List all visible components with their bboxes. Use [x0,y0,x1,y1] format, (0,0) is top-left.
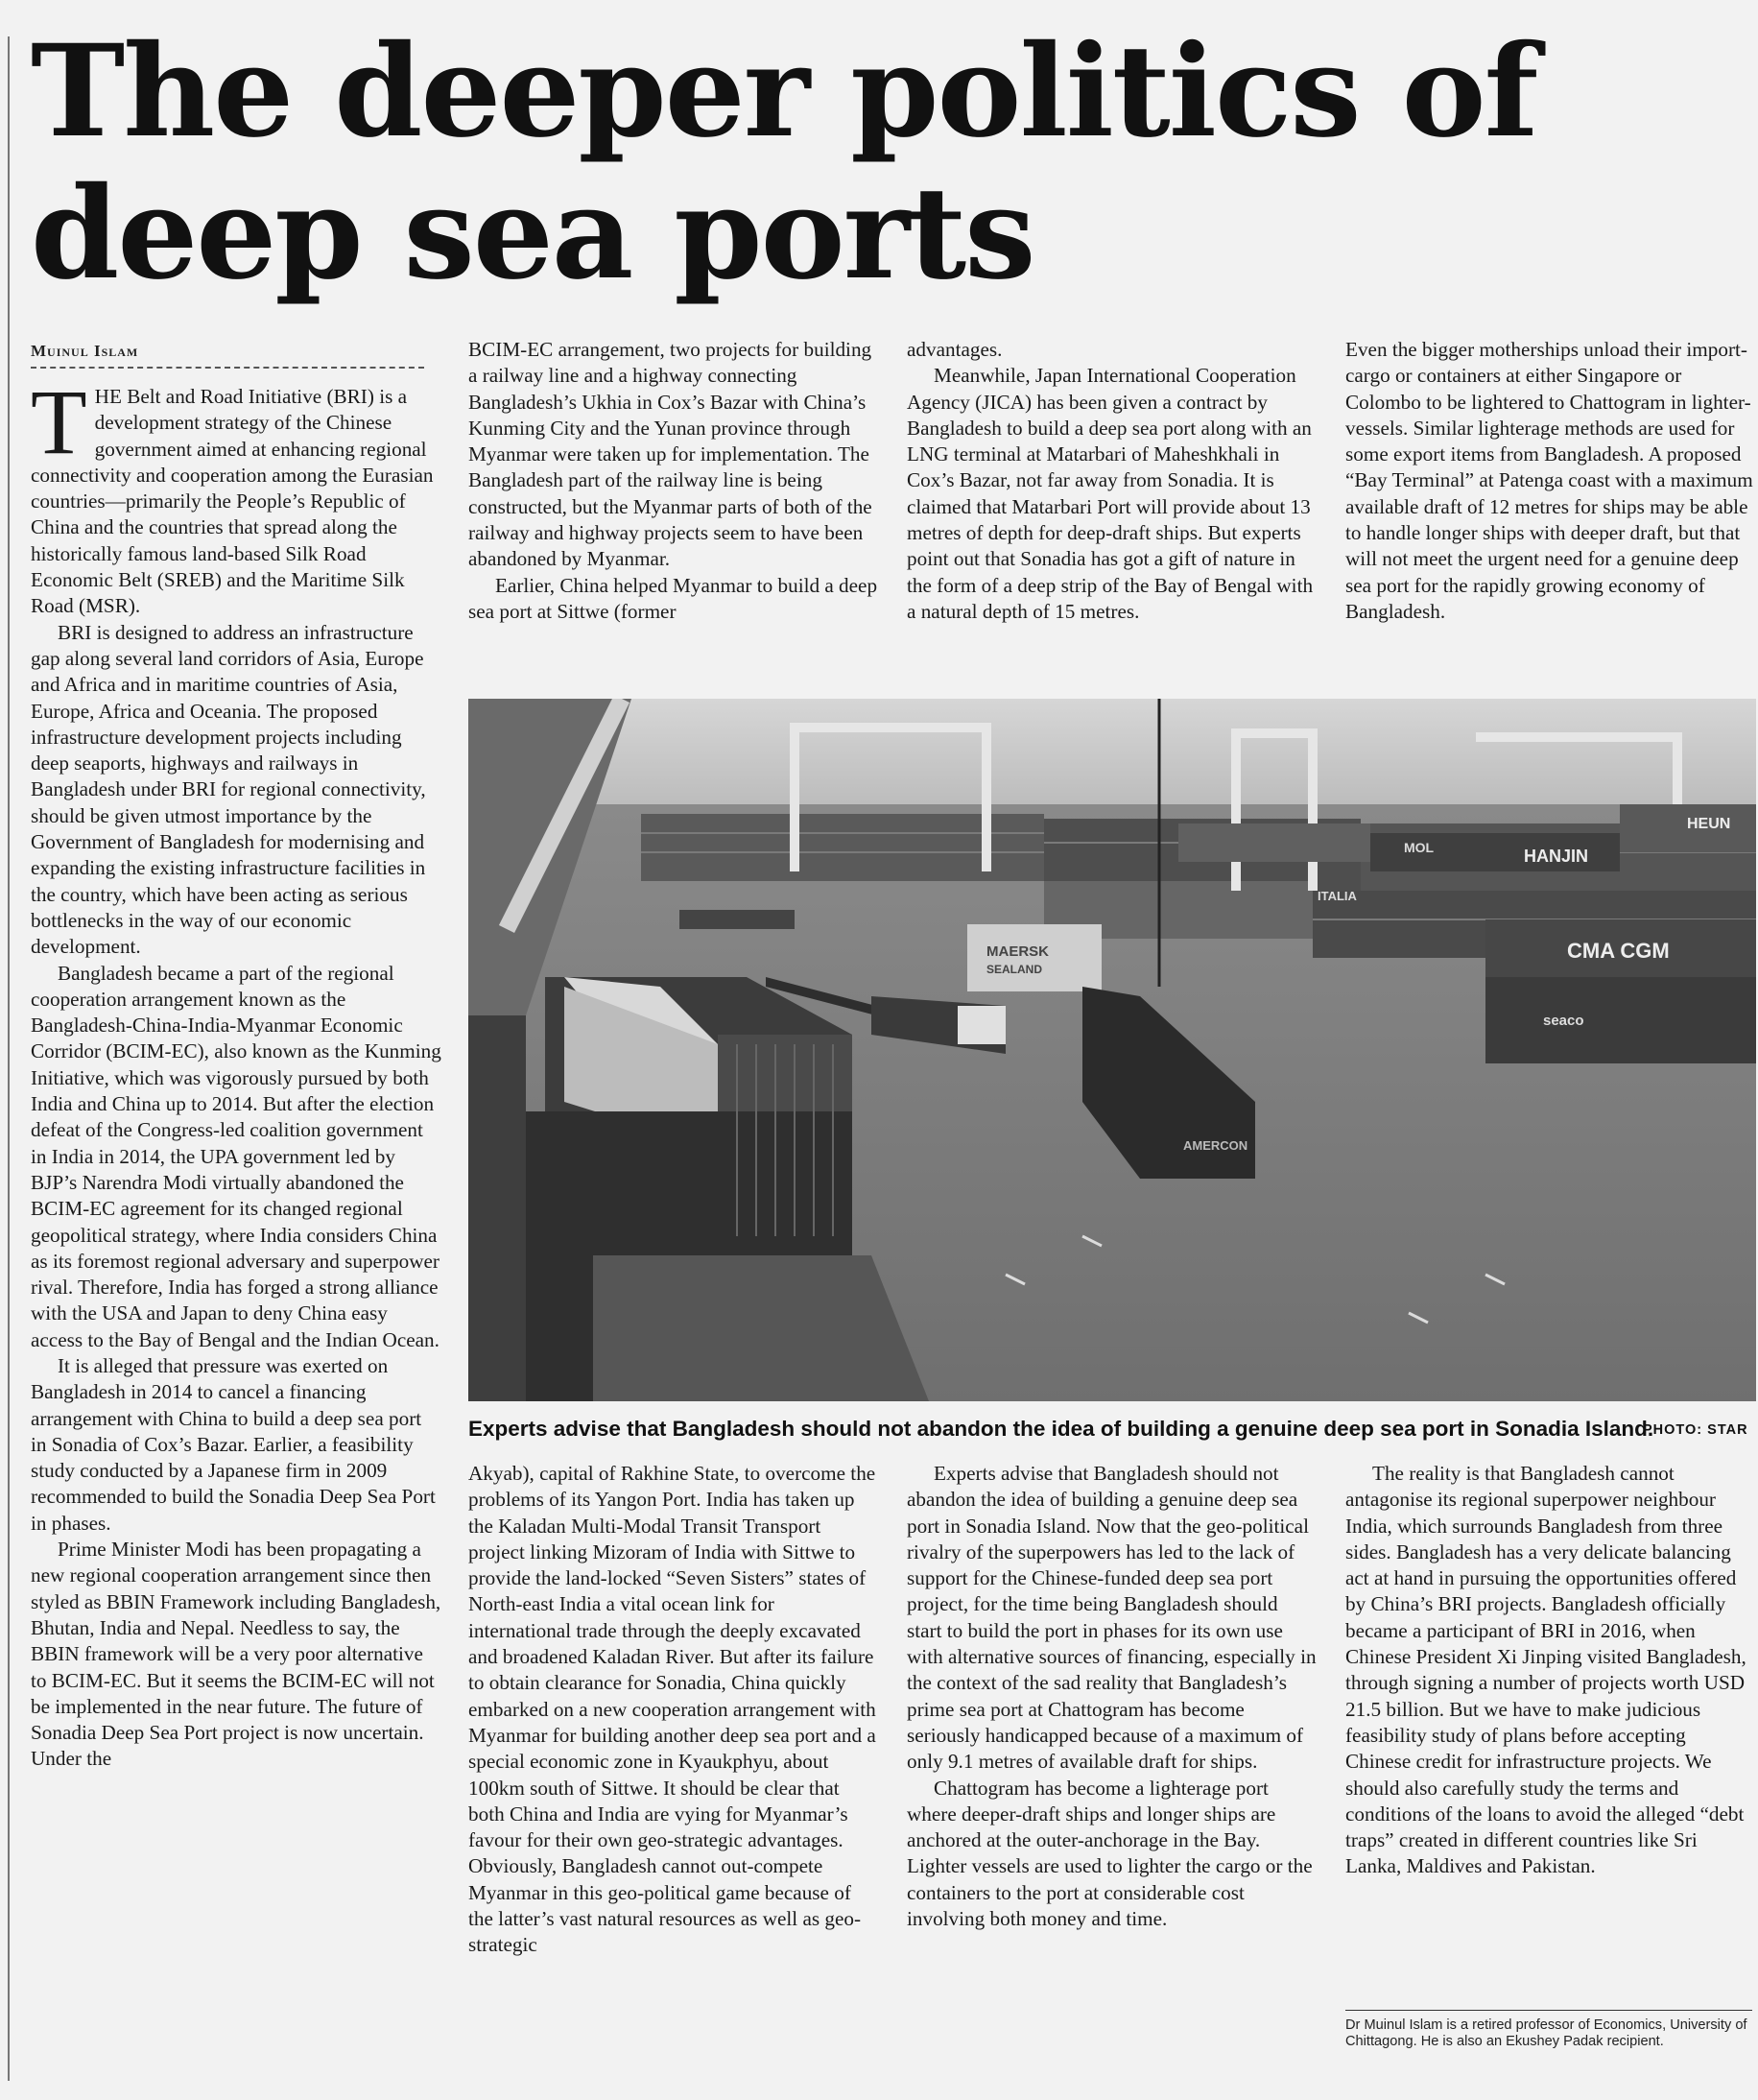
article-column-3-bottom [907,1461,1318,1932]
article-column-3-top [907,337,1318,625]
drop-cap: T [31,370,87,473]
article-paragraph: Even the bigger motherships unload their import-cargo or containers at either Singapore or Colombo to be lightered to Chattogram in lighter-vessels. Similar lighterage methods are used for some export items from Bangladesh. A proposed “Bay Terminal” at Patenga coast with a maximum available draft of 12 metres for ships may be able to handle longer ships with deeper draft, but that will not meet the urgent need for a genuine deep sea port for the rapidly growing economy of Bangladesh. [1345,338,1753,623]
container-label-hanjin: HANJIN [1524,847,1589,866]
lead-paragraph-text: Belt and Road Initiative (BRI) is a development strategy of the Chinese government aimed at enhancing regional connectivity and cooperation among the Eurasian countries—primarily the People’s Republic of China and the countries that spread along the historically famous land-based Silk Road Economic Belt (SREB) and the Maritime Silk Road (MSR). [31,385,434,618]
container-label-amercon: AMERCON [1183,1138,1248,1153]
article-paragraph: Earlier, China helped Myanmar to build a deep sea port at Sittwe (former [468,573,878,623]
article-paragraph: Akyab), capital of Rakhine State, to overcome the problems of its Yangon Port. India has taken up the Kaladan Multi-Modal Transit Transport project linking Mizoram of India with Sittwe to provide the land-locked “Seven Sisters” states of North-east India a vital ocean link for international trade through the deeply excavated and broadened Kaladan River. But after its failure to obtain clearance for Sonadia, China quickly embarked on a new cooperation arrangement with Myanmar for building another deep sea port and a special economic zone in Kyaukphyu, about 100km south of Sittwe. It should be clear that both China and India are vying for Myanmar’s favour for their own geo-strategic advantages. Obviously, Bangladesh cannot out-compete Myanmar in this geo-political game because of the latter’s vast natural resources as well as geo-strategic [468,1462,876,1957]
container-label-cma-cgm: CMA CGM [1567,939,1670,963]
article-paragraph: The reality is that Bangladesh cannot antagonise its regional superpower neighbour India, which surrounds Bangladesh from three sides. Bangladesh has a very delicate balancing act at hand in pursuing the opportunities offered by China’s BRI projects. Bangladesh officially became a participant of BRI in 2016, when Chinese President Xi Jinping visited Bangladesh, through signing a number of projects worth USD 21.5 billion. But we have to make judicious feasibility study of plans before accepting Chinese credit for infrastructure projects. We should also carefully study the terms and conditions of the loans to avoid the alleged “debt traps” created in different countries like Sri Lanka, Maldives and Pakistan. [1345,1462,1746,1878]
article-column-2-bottom [468,1461,879,1959]
article-column-2-top [468,337,879,625]
article-paragraph: Meanwhile, Japan International Cooperation Agency (JICA) has been given a contract by Bangladesh to build a deep sea port along with an LNG terminal at Matarbari of Maheshkhali in Cox’s Bazar, not far away from Sonadia. It is claimed that Matarbari Port will provide about 13 metres of depth for deep-draft ships. But experts point out that Sonadia has got a gift of nature in the form of a deep strip of the Bay of Bengal with a natural depth of 15 metres. [907,364,1314,623]
article-column-1 [31,370,441,1773]
lead-word: HE [94,385,122,408]
article-paragraph: Prime Minister Modi has been propagating a new regional cooperation arrangement since then styled as BBIN Framework including Bangladesh, Bhutan, India and Nepal. Needless to say, the BBIN framework will be a very poor alternative to BCIM-EC. But it seems the BCIM-EC will not be implemented in the near future. The future of Sonadia Deep Sea Port project is now uncertain. Under the [31,1538,441,1771]
author-bio: Dr Muinul Islam is a retired professor of Economics, University of Chittagong. He is also an Ekushey Padak recipient. [1345,2017,1747,2049]
byline-divider [31,367,424,369]
article-paragraph: advantages. [907,338,1003,361]
headline-line-2: deep sea ports [31,159,1034,308]
photo-caption: Experts advise that Bangladesh should not abandon the idea of building a genuine deep sea port in Sonadia Island. [468,1417,1654,1441]
article-paragraph: Chattogram has become a lighterage port where deeper-draft ships and longer ships are anchored at the outer-anchorage in the Bay. Lighter vessels are used to lighter the cargo or the containers to the port at considerable cost involving both money and time. [907,1776,1313,1931]
article-paragraph: BRI is designed to address an infrastructure gap along several land corridors of Asia, Europe and Africa and in maritime countries of Asia, Europe, Africa and Oceania. The proposed infrastructure development projects including deep seaports, highways and railways in Bangladesh under BRI for regional connectivity, should be given utmost importance by the Government of Bangladesh for modernising and expanding the existing infrastructure facilities in the country, which have been acting as serious bottlenecks in the way of our economic development. [31,620,426,959]
author-bio-divider [1345,2010,1752,2011]
article-paragraph: BCIM-EC arrangement, two projects for building a railway line and a highway connecting Bangladesh’s Ukhia in Cox’s Bazar with China’s Kunming City and the Yunan province through Myanmar were taken up for implementation. The Bangladesh part of the railway line is being constructed, but the Myanmar parts of both of the railway and highway projects seem to have been abandoned by Myanmar. [468,338,872,571]
article-paragraph: It is alleged that pressure was exerted on Bangladesh in 2014 to cancel a financing arrangement with China to build a deep sea port in Sonadia of Cox’s Bazar. Earlier, a feasibility study conducted by a Japanese firm in 2009 recommended to build the Sonadia Deep Sea Port in phases. [31,1353,436,1535]
article-column-4-top [1345,337,1754,625]
container-label-mol: MOL [1404,840,1435,855]
container-port-illustration [468,699,1756,1401]
photo-credit: PHOTO: STAR [1643,1422,1748,1438]
article-paragraph: Experts advise that Bangladesh should not abandon the idea of building a genuine deep sea port in Sonadia Island. Now that the geo-political rivalry of the superpowers has led to the lack of support for the Chinese-funded deep sea port project, for the time being Bangladesh should start to build the port in phases for its own use with alternative sources of financing, especially in the context of the sad reality that Bangladesh’s prime sea port at Chattogram has become seriously handicapped because of a maximum of only 9.1 metres of available draft for ships. [907,1462,1317,1774]
port-photo [468,699,1756,1401]
article-paragraph [31,370,441,620]
article-paragraph: Bangladesh became a part of the regional cooperation arrangement known as the Bangladesh-China-India-Myanmar Economic Corridor (BCIM-EC), also known as the Kunming Initiative, which was vigorously pursued by both India and China up to 2014. But after the election defeat of the Congress-led coalition government in India in 2014, the UPA government led by BJP’s Narendra Modi virtually abandoned the BCIM-EC agreement for its changed regional geopolitical strategy, where India considers China as its foremost regional adversary and superpower rival. Therefore, India has forged a strong alliance with the USA and Japan to deny China easy access to the Bay of Bengal and the Indian Ocean. [31,961,441,1351]
container-label-maersk: MAERSK [986,943,1050,960]
container-label-italia: ITALIA [1318,889,1357,903]
byline: Muinul Islam [31,342,139,360]
article-column-4-bottom [1345,1461,1754,1880]
left-column-rule [8,36,10,2081]
headline-line-1: The deeper politics of [31,17,1537,166]
headline [31,17,1720,308]
container-label-seaco: seaco [1543,1013,1584,1029]
container-label-sealand: SEALAND [986,963,1043,976]
container-label-heun: HEUN [1687,816,1731,832]
